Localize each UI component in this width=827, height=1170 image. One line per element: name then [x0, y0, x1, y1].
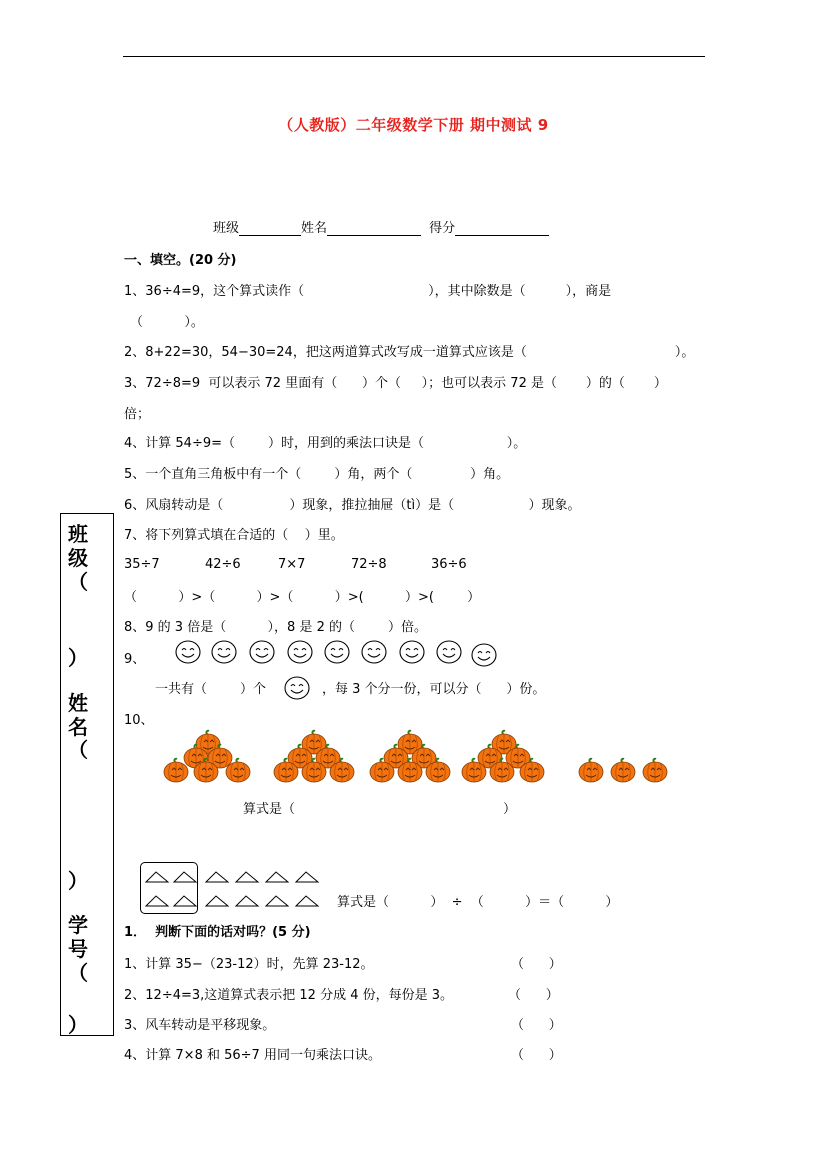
- pumpkin-group-5: [579, 759, 667, 782]
- q7-expr-3: 7×7: [278, 557, 306, 572]
- page-title: （人教版）二年级数学下册 期中测试 9: [278, 116, 549, 134]
- q2-text-a: 2、8+22=30，54−30=24，把这两道算式改写成一道算式应该是（: [124, 345, 527, 360]
- q11-formula: 算式是（ ） ÷ （ ）＝（ ）: [337, 895, 619, 910]
- side-name-1: 姓: [68, 691, 88, 715]
- q10-formula: [243, 798, 516, 817]
- smiley-icon: [435, 639, 463, 665]
- q4-line: 4、计算 54÷9=（ ）时，用到的乘法口诀是（ ）。: [124, 436, 527, 451]
- judge-item-2: 2、12÷4=3,这道算式表示把 12 分成 4 份，每份是 3。: [124, 988, 454, 1003]
- smiley-icon-inline: [283, 675, 311, 701]
- pumpkin-group-1: [164, 731, 250, 782]
- q3-line2: 倍；: [124, 407, 151, 422]
- side-id-paren-open: （: [68, 961, 88, 985]
- q7-expr-1: 35÷7: [124, 557, 160, 572]
- smiley-icon: [248, 639, 276, 665]
- q7-expr-2: 42÷6: [205, 557, 241, 572]
- top-rule: [123, 56, 705, 57]
- side-class-1: 班: [68, 522, 88, 546]
- smiley-icon: [323, 639, 351, 665]
- q7-line: 7、将下列算式填在合适的（ ）里。: [124, 528, 344, 543]
- triangle-rows: [140, 862, 325, 914]
- q10-number: 10、: [124, 713, 154, 728]
- q2-text-b: ）。: [674, 345, 695, 360]
- q3-line: 3、72÷8=9 可以表示 72 里面有（ ）个（ ）；也可以表示 72 是（ ）的（ ）: [124, 376, 667, 391]
- name-label: 姓名: [301, 221, 328, 236]
- judge-paren-2[interactable]: （ ）: [508, 988, 559, 1003]
- q9-text-b: ，每 3 个分一份，可以分（ ）份。: [322, 682, 546, 697]
- q7-expr-4: 72÷8: [351, 557, 387, 572]
- q1-text-a: 1、36÷4=9，这个算式读作（: [124, 284, 305, 299]
- side-name-paren-open: （: [68, 738, 88, 762]
- side-id-1: 学: [68, 913, 88, 937]
- name-blank[interactable]: [327, 221, 421, 236]
- smiley-icon: [360, 639, 388, 665]
- judge-paren-1[interactable]: （ ）: [511, 957, 562, 972]
- smiley-icon: [470, 642, 498, 668]
- pumpkin-groups: [160, 728, 675, 790]
- side-class-paren-close: ）: [68, 646, 88, 670]
- judge-item-3: 3、风车转动是平移现象。: [124, 1018, 276, 1033]
- q1-text-b: ），其中除数是（: [428, 284, 526, 299]
- q9-text-a: 一共有（ ）个: [155, 682, 267, 697]
- side-class-2: 级: [68, 546, 88, 570]
- smiley-icon: [174, 639, 202, 665]
- info-line: [213, 217, 549, 236]
- q10-formula-a: 算式是（: [243, 802, 296, 817]
- side-name-2: 名: [68, 715, 88, 739]
- pumpkin-group-2: [274, 731, 354, 782]
- side-name-paren-close: ）: [68, 869, 88, 893]
- judge-item-4: 4、计算 7×8 和 56÷7 用同一句乘法口诀。: [124, 1048, 381, 1063]
- side-id-2: 号: [68, 937, 88, 961]
- judge-paren-4[interactable]: （ ）: [511, 1048, 562, 1063]
- section2-heading: 1． 判断下面的话对吗？(5 分): [124, 925, 311, 940]
- score-blank[interactable]: [455, 221, 549, 236]
- q9-number: 9、: [124, 652, 146, 667]
- section1-heading: 一、填空。(20 分): [124, 253, 237, 268]
- judge-item-1: 1、计算 35−（23-12）时，先算 23-12。: [124, 957, 374, 972]
- q2-line: [124, 341, 694, 360]
- pumpkin-group-3: [370, 731, 450, 782]
- class-blank[interactable]: [239, 221, 301, 236]
- q8-line: 8、9 的 3 倍是（ ），8 是 2 的（ ）倍。: [124, 620, 428, 635]
- score-label: 得分: [429, 221, 456, 236]
- q6-line: 6、风扇转动是（ ）现象，推拉抽屉（tì）是（ ）现象。: [124, 498, 581, 513]
- q10-formula-b: ）: [503, 802, 517, 817]
- side-id-paren-close: ）: [68, 1013, 88, 1037]
- smiley-icon: [210, 639, 238, 665]
- judge-paren-3[interactable]: （ ）: [511, 1018, 562, 1033]
- side-class-paren-open: （: [68, 570, 88, 594]
- q7-expr-5: 36÷6: [431, 557, 467, 572]
- q1-line2: （ ）。: [130, 315, 204, 330]
- pumpkin-group-4: [462, 731, 544, 782]
- class-label: 班级: [213, 221, 240, 236]
- q5-line: 5、一个直角三角板中有一个（ ）角，两个（ ）角。: [124, 467, 510, 482]
- smiley-icon: [398, 639, 426, 665]
- q7-blanks: （ ）>（ ）>（ ）>( ）>( ）: [124, 590, 481, 605]
- q1-line: [124, 280, 611, 299]
- q1-text-c: ），商是: [565, 284, 612, 299]
- smiley-icon: [286, 639, 314, 665]
